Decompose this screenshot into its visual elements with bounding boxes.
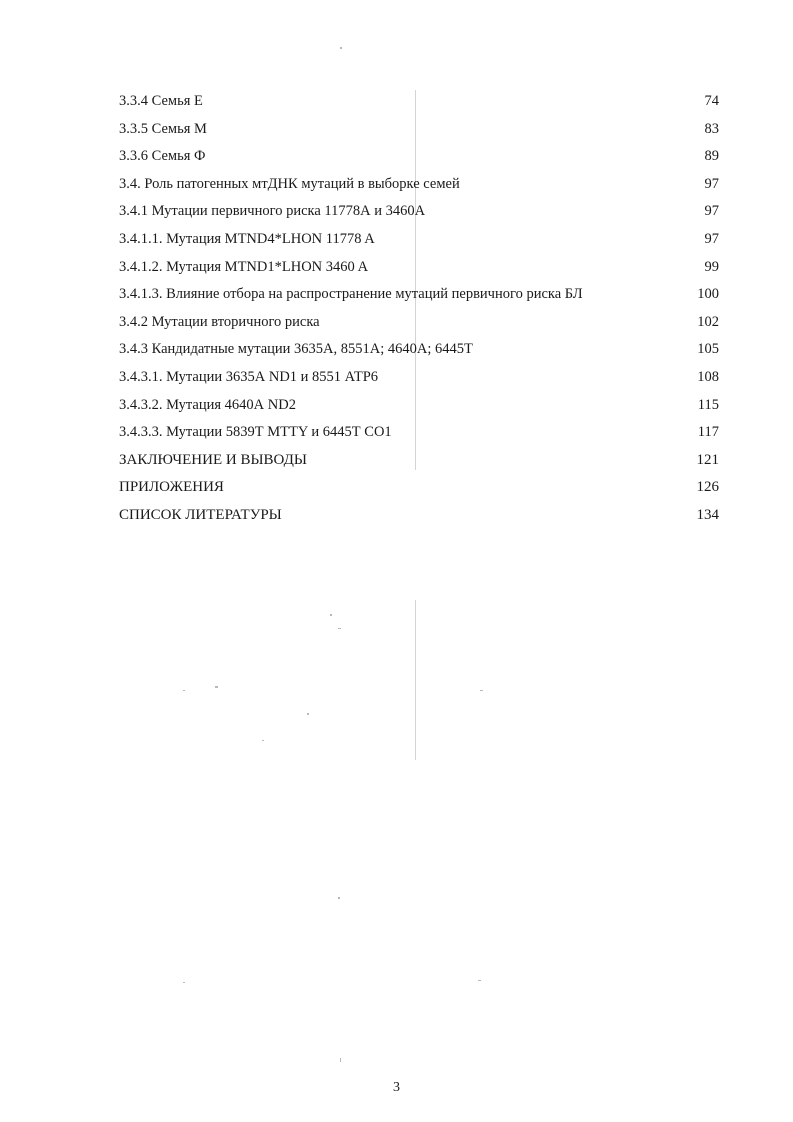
scan-speck bbox=[340, 47, 342, 49]
toc-entry bbox=[119, 198, 719, 226]
toc-entry-page: 115 bbox=[697, 396, 719, 413]
toc-entry bbox=[119, 116, 719, 144]
toc-entry-page: 126 bbox=[696, 479, 719, 496]
toc-entry bbox=[119, 226, 719, 254]
toc-entry-title: 3.4.3.1. Мутации 3635А ND1 и 8551 АТР6 bbox=[119, 368, 379, 385]
toc-entry-title: 3.4.2 Мутации вторичного риска bbox=[119, 313, 320, 330]
toc-entry bbox=[119, 309, 719, 337]
toc-entry-title: 3.4.3 Кандидатные мутации 3635А, 8551А; 4640А; 6445Т bbox=[119, 341, 473, 358]
toc-entry-title: 3.4.1.2. Мутация MTND1*LHON 3460 A bbox=[119, 258, 369, 275]
toc-entry bbox=[119, 254, 719, 282]
toc-entry-title: 3.4.3.2. Мутация 4640А ND2 bbox=[119, 396, 296, 413]
toc-entry-page: 97 bbox=[704, 230, 719, 247]
toc-entry bbox=[119, 419, 719, 447]
toc-entry-page: 97 bbox=[704, 175, 719, 192]
toc-entry-title: 3.3.4 Семья Е bbox=[119, 93, 203, 109]
toc-entry-page: 89 bbox=[704, 148, 719, 165]
toc-entry-page: 83 bbox=[704, 120, 719, 137]
toc-entry-title: 3.4.1 Мутации первичного риска 11778А и 3460А bbox=[119, 203, 426, 220]
toc-entry-title: СПИСОК ЛИТЕРАТУРЫ bbox=[119, 506, 282, 523]
toc-entry-title: 3.3.5 Семья М bbox=[119, 120, 207, 137]
toc-entry bbox=[119, 474, 719, 502]
toc-entry-page: 105 bbox=[697, 341, 719, 358]
scan-speck bbox=[307, 713, 309, 715]
toc-entry-title: 3.3.6 Семья Ф bbox=[119, 148, 206, 165]
toc-entry-title: 3.4.3.3. Мутации 5839Т MTTY и 6445Т CO1 bbox=[119, 424, 392, 441]
toc-entry-page: 97 bbox=[704, 203, 719, 220]
toc-entry-title: ПРИЛОЖЕНИЯ bbox=[119, 479, 224, 496]
toc-entry-page: 102 bbox=[697, 313, 719, 330]
table-of-contents bbox=[119, 88, 719, 530]
toc-entry-title: ЗАКЛЮЧЕНИЕ И ВЫВОДЫ bbox=[119, 451, 307, 468]
toc-entry-page: 121 bbox=[696, 451, 719, 468]
toc-entry-page: 108 bbox=[697, 368, 719, 385]
toc-entry bbox=[119, 336, 719, 364]
scan-speck bbox=[480, 690, 483, 691]
scan-speck bbox=[338, 628, 341, 629]
toc-entry-page: 99 bbox=[704, 258, 719, 275]
scan-speck bbox=[262, 740, 264, 741]
toc-entry bbox=[119, 281, 719, 309]
toc-entry-title: 3.4.1.1. Мутация MTND4*LHON 11778 A bbox=[119, 230, 375, 247]
toc-entry-page: 100 bbox=[697, 286, 719, 303]
toc-entry bbox=[119, 88, 719, 116]
scan-speck bbox=[338, 897, 340, 899]
toc-entry bbox=[119, 447, 719, 475]
toc-entry-title: 3.4. Роль патогенных мтДНК мутаций в выборке семей bbox=[119, 175, 460, 192]
scan-speck bbox=[215, 686, 218, 688]
toc-entry-title: 3.4.1.3. Влияние отбора на распространение мутаций первичного риска БЛ bbox=[119, 286, 583, 303]
scan-fold-line bbox=[415, 600, 416, 760]
toc-entry bbox=[119, 171, 719, 199]
toc-entry-page: 117 bbox=[697, 424, 719, 441]
page-number: 3 bbox=[393, 1080, 400, 1095]
scan-speck bbox=[340, 1058, 341, 1062]
scan-speck bbox=[183, 690, 185, 691]
scan-speck bbox=[330, 614, 332, 616]
toc-entry-page: 74 bbox=[704, 93, 719, 109]
scan-speck bbox=[478, 980, 481, 981]
toc-entry-page: 134 bbox=[696, 506, 719, 523]
toc-entry bbox=[119, 502, 719, 530]
toc-entry bbox=[119, 143, 719, 171]
toc-entry bbox=[119, 364, 719, 392]
scan-speck bbox=[183, 982, 185, 983]
toc-entry bbox=[119, 392, 719, 420]
